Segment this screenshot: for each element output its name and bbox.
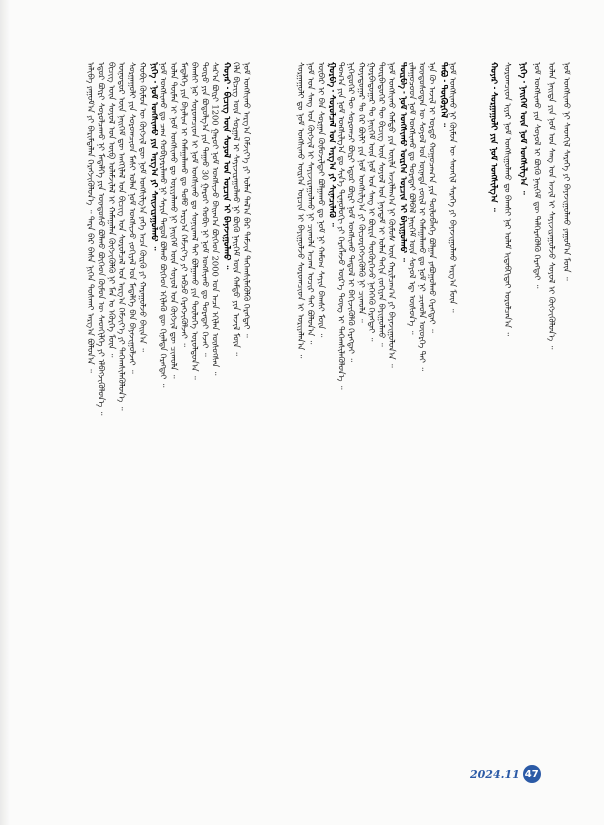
text-line: ᠨᠣᠮ ᠤᠩᠰᠢᠬᠤ ᠠᠷᠭ᠎ᠠ ᠬᠡᠮᠵᠢᠶ᠎ᠡ ᠶᠢ ᠣᠯᠠᠨ ᠲᠠᠯ᠎ᠠ ᠪᠠᠷ ᠳᠡᠮᠵᠢᠨ ᠳᠡᠭᠡᠭ᠍ᠰᠢᠯᠡᠭᠦᠯᠬᠦ ᠬᠡᠷᠡᠭᠲᠡᠢ ᠃ [241, 62, 252, 338]
text-column-left [86, 62, 252, 750]
text-line: ᠨᠣᠮ ᠤᠩᠰᠢᠬᠤ ᠳᠤ ᠴᠠᠭ ᠬᠤᠪᠢᠶᠠᠷᠢᠯᠠᠬᠤ ᠨᠢ ᠰᠠᠶᠢᠨ ᠳᠠᠳᠤᠯ ᠪᠣᠯᠬᠤ ᠪᠥᠭᠡᠳ ᠡᠬᠢᠯᠡᠬᠦ ᠳᠦ ᠬᠢᠨᠠᠯᠲᠠ ᠬᠡᠷᠡᠭᠲᠡᠢ ᠃ [158, 62, 169, 388]
text-line: ᠨᠢᠭᠡᠳᠦᠭᠡᠷ ᠲᠦ ᠰᠤᠷᠤᠭᠴᠢ ᠪᠦᠷᠢ ᠡᠳᠦᠷ ᠪᠦᠷᠢ ᠨᠣᠮ ᠤᠩᠰᠢᠬᠤ ᠳᠠᠳᠤᠯ ᠢ ᠪᠡᠬᠢᠵᠢᠭᠦᠯᠬᠦ ᠬᠡᠷᠡᠭᠲᠡᠢ ᠃ [346, 62, 357, 362]
page-number-badge: 47 [523, 765, 541, 783]
section-heading: ᠳᠥᠷᠪᠡ ᠊ ᠨᠣᠮ ᠤᠩᠰᠢᠬᠤ ᠥᠷᠭᠡᠨ ᠣᠷᠴᠢᠨ ᠢ ᠪᠠᠶᠢᠭᠤᠯᠬᠤ ᠃ [397, 62, 408, 262]
text-line: ᠨᠣᠮ ᠤᠨ ᠰᠠᠩ ᠤᠨ ᠬᠥᠭᠵᠢᠯ ᠢ ᠰᠠᠶᠢᠵᠢᠷᠠᠭᠤᠯᠬᠤ ᠨᠢ ᠴᠢᠬᠤᠯᠠ ᠠᠴᠬᠠ ᠤᠴᠢᠷ ᠲᠠᠢ ᠪᠣᠯᠤᠨ᠎ᠠ ᠃ [306, 62, 317, 345]
issue-label: 2024.11 [470, 767, 520, 781]
text-line: ᠬᠤᠪᠢ ᠬᠥᠮᠥᠨ ᠦ ᠬᠥᠭᠵᠢᠯ ᠳᠦ ᠨᠣᠮ ᠤᠩᠰᠢᠯᠭ᠎ᠠ ᠶᠡᠬᠡ ᠠᠴᠠ ᠬᠦᠷᠬᠦ ᠶᠢ ᠬᠠᠷᠠᠭᠤᠯᠵᠤ ᠪᠠᠢᠨ᠎ᠠ ᠃ [137, 62, 148, 352]
text-line: ᠨᠣᠮ ᠤᠩᠰᠢᠬᠤ ᠬᠠᠮᠲᠤ ᠶᠢᠨ ᠦᠢᠯᠡ ᠠᠵᠢᠯᠯᠠᠭ᠎ᠠ ᠨᠢ ᠬᠦᠮᠦᠰ ᠦᠨ ᠬᠠᠷᠢᠯᠴᠠᠭ᠎ᠠ ᠶᠢ ᠪᠠᠶᠠᠵᠢᠭᠤᠯᠤᠨ᠎ᠠ ᠃ [387, 62, 398, 368]
section-heading: ᠨᠢᠭᠡ ᠊ ᠨᠡᠢᠭᠡᠮ ᠦᠨ ᠨᠣᠮ ᠤᠩᠰᠢᠯᠭ᠎ᠠ ᠃ [517, 62, 528, 195]
text-line: ᠪᠢᠴᠢᠭ ᠦᠨ ᠰᠤᠶᠤᠯ ᠤᠨ ᠦᠪ ᠤᠯᠠᠮᠵᠢᠯᠠᠯ ᠢ ᠬᠠᠮᠠᠭᠠᠯᠠᠨ ᠬᠥᠭᠵᠢᠭᠦᠯᠬᠦ ᠨᠢ ᠮᠠᠨ ᠤ ᠡᠭᠦᠷᠭᠡ ᠮᠥᠨ ᠃ [106, 62, 117, 358]
section-heading: ᠭᠤᠷᠪᠠ ᠊ ᠰᠤᠷᠤᠯᠴᠠᠯ ᠤᠨ ᠠᠷᠭ᠎ᠠ ᠶᠢ ᠰᠢᠨᠡᠴᠢᠯᠡᠬᠦ ᠃ [326, 62, 337, 227]
section-heading: ᠨᠢᠭᠡ ᠊ ᠨᠣᠮ ᠤᠩᠰᠢᠬᠤ ᠶᠢᠨ ᠠᠷᠭ᠎ᠠ ᠶᠢ ᠰᠠᠢᠵᠢᠷᠠᠭᠤᠯᠬᠤ ᠃ [148, 62, 159, 251]
text-line: ᠬᠡᠯᠡ ᠪᠢᠴᠢᠭ ᠦᠨ ᠰᠤᠷᠭᠠᠯ ᠢ ᠰᠠᠶᠢᠵᠢᠷᠠᠭᠤᠯᠬᠤ ᠨᠢ ᠪᠦᠬᠦ ᠨᠡᠢᠭᠡᠮ ᠦᠨ ᠬᠠᠮᠲᠤ ᠶᠢᠨ ᠠᠵᠢᠯ ᠮᠥᠨ ᠃ [231, 62, 242, 356]
text-line: ᠬᠣᠶᠠᠳᠤᠭᠠᠷ ᠲᠤ ᠭᠡᠷ ᠪᠦᠯᠢ ᠶᠢᠨ ᠨᠣᠮ ᠤᠩᠰᠢᠯᠭ᠎ᠠ ᠶᠢ ᠬᠦᠴᠦᠷᠬᠡᠭᠵᠢᠭᠦᠯᠬᠦ ᠨᠢ ᠴᠢᠬᠤᠯᠠ ᠃ [356, 62, 367, 323]
text-line: ᠨᠣᠮ ᠤᠩᠰᠢᠬᠤ ᠨᠢ ᠰᠡᠳᠬᠢᠯ ᠰᠡᠷᠡᠭᠡ ᠶᠢ ᠪᠠᠶᠠᠵᠢᠭᠤᠯᠬᠤ ᠶᠠᠭᠤᠮ᠎ᠠ ᠮᠥᠨ ᠃ [561, 62, 572, 281]
text-line: ᠥᠨᠥᠳᠥᠷ ᠦᠨ ᠨᠡᠢᠭᠡᠮ ᠳᠦ ᠠᠩᠭᠢᠯᠠᠯ ᠤᠨ ᠪᠢᠴᠢᠭ ᠤᠨ ᠰᠤᠷᠤᠯᠴᠠᠯ ᠤᠨ ᠠᠷᠭ᠎ᠠ ᠬᠡᠮᠵᠢᠶ᠎ᠡ ᠶᠢ ᠳᠡᠭᠡᠭ᠍ᠰᠢᠯᠡᠭᠦᠯᠦᠨ᠎ᠡ ᠃ [117, 62, 128, 411]
text-line: ᠳᠥᠷᠪᠡᠳᠦᠭᠡᠷ ᠲᠦ ᠪᠢᠴᠢᠭ ᠦᠨ ᠰᠤᠶᠤᠯ ᠤᠨ ᠨᠠᠶᠠᠳᠠᠮ ᠢ ᠣᠯᠠᠨ ᠳᠠᠬᠢᠨ ᠵᠣᠬᠢᠶᠠᠨ ᠪᠠᠶᠢᠭᠤᠯᠬᠤ ᠃ [377, 62, 387, 347]
text-line: ᠭᠤᠷᠪᠠᠳᠤᠭᠠᠷ ᠲᠤ ᠨᠡᠢᠭᠡᠮ ᠦᠨ ᠨᠣᠮ ᠤᠨ ᠰᠠᠩ ᠢ ᠪᠦᠷᠢᠨ ᠳᠦᠭᠦᠷᠭᠡᠵᠦ ᠨᠡᠭᠡᠭᠡᠬᠦ ᠬᠡᠷᠡᠭᠲᠡᠢ ᠃ [366, 62, 377, 342]
text-line: ᠨᠣᠮ ᠤᠩᠰᠢᠬᠤ ᠶᠢᠨ ᠰᠣᠶᠣᠯ ᠢ ᠪᠦᠬᠦ ᠨᠡᠢᠭᠡᠮ ᠳᠦ ᠳᠡᠯᠭᠡᠷᠡᠭᠦᠯᠬᠦ ᠬᠡᠷᠡᠭᠲᠡᠢ ᠃ [532, 62, 543, 289]
text-line: ᠣᠯᠠᠨ ᠨᠡᠢᠲᠡ ᠶᠢᠨ ᠨᠣᠮ ᠤᠨ ᠰᠠᠩ ᠤᠨ ᠠᠵᠢᠯ ᠢ ᠰᠠᠶᠢᠵᠢᠷᠠᠭᠤᠯᠵᠤ ᠰᠣᠶᠣᠯ ᠢ ᠬᠥᠭᠵᠢᠭᠦᠯᠦᠨ᠎ᠡ ᠃ [547, 62, 558, 350]
text-line: ᠠᠯᠢᠪᠠ ᠶᠠᠭᠤᠮ᠎ᠠ ᠶᠢ ᠪᠠᠷᠢᠮᠲᠠᠯᠠᠨ ᠬᠡᠷᠡᠭᠵᠢᠭᠦᠯᠦᠨ᠎ᠡ ᠃ ᠲᠡᠷᠡ ᠪᠡᠷ ᠪᠠᠰᠠ ᠨᠢᠭᠡᠨ ᠲᠤᠰᠬᠠᠢ ᠠᠷᠭ᠎ᠠ ᠪᠣᠯᠤᠨ᠎ᠠ ᠃ [86, 62, 96, 373]
text-line: ᠰᠤᠷᠭᠠᠭᠤᠯᠢ ᠳᠤ ᠨᠣᠮ ᠤᠩᠰᠢᠬᠤ ᠥᠷᠭᠡᠨ ᠣᠷᠴᠢᠨ ᠢ ᠪᠠᠶᠢᠭᠤᠯᠵᠤ ᠰᠤᠷᠤᠭᠴᠢᠳ ᠢ ᠤᠷᠢᠶᠠᠯᠠᠨ᠎ᠠ ᠃ [296, 62, 306, 359]
text-line: ᠡᠨᠡ ᠬᠦ ᠠᠵᠢᠯ ᠢ ᠤᠷᠲᠤ ᠬᠤᠭᠤᠴᠠᠭ᠎ᠠ ᠶᠢᠨ ᠲᠥᠯᠥᠪᠯᠡᠭᠡ ᠪᠣᠯᠭᠠᠨ ᠶᠠᠪᠤᠭᠤᠯᠬᠤ ᠬᠡᠷᠡᠭᠲᠡᠢ ᠃ [427, 62, 438, 333]
text-line: ᠪᠠᠭᠰᠢ ᠨᠠᠷ ᠰᠤᠷᠤᠭᠴᠢᠳ ᠢ ᠨᠣᠮ ᠤᠩᠰᠢᠬᠤ ᠳᠤ ᠰᠣᠨᠢᠷᠬᠠᠯ ᠲᠠᠢ ᠪᠣᠯᠭᠠᠬᠤ ᠶᠢᠨ ᠲᠥᠯᠦᠭᠡ ᠣᠷᠣᠯᠳᠤᠨ᠎ᠠ ᠃ [189, 62, 200, 380]
text-line: ᠨᠣᠮ ᠤᠩᠰᠢᠬᠤ ᠨᠢ ᠬᠦᠮᠦᠨ ᠦ ᠰᠡᠳᠬᠢᠯ ᠰᠡᠷᠡᠭᠡ ᠶᠢ ᠪᠠᠶᠠᠵᠢᠭᠤᠯᠬᠤ ᠠᠷᠭ᠎ᠠ ᠮᠥᠨ ᠃ [447, 62, 458, 313]
page-footer [470, 765, 541, 783]
text-line: ᠮᠡᠳᠡᠯᠭᠡ ᠶᠢᠨ ᠪᠠᠶᠠᠯᠢᠭ ᠢ ᠬᠠᠮᠠᠭᠠᠯᠠᠬᠤ ᠳᠤ ᠲᠣᠮᠣ ᠠᠷᠭ᠎ᠠ ᠬᠡᠮᠵᠢᠶ᠎ᠡ ᠶᠢ ᠠᠪᠴᠤ ᠬᠡᠷᠡᠭᠵᠢᠭᠦᠯᠵᠡᠢ ᠃ [179, 62, 190, 347]
text-line: ᠵᠠᠯᠠᠭᠤᠴᠤᠳ ᠨᠣᠮ ᠤᠩᠰᠢᠬᠤ ᠳᠤ ᠳᠤᠷᠠᠲᠠᠢ ᠪᠣᠯᠪᠠᠯ ᠨᠡᠢᠭᠡᠮ ᠦᠨ ᠰᠣᠶᠣᠯ ᠡᠳ᠋ ᠥᠰᠦᠨ᠎ᠡ ᠃ [407, 62, 418, 335]
text-line: ᠲᠥᠷᠥ ᠶᠢᠨ ᠪᠣᠳᠣᠯᠭ᠎ᠠ ᠶᠢᠨ ᠳᠠᠭᠠᠤ 30 ᠭᠠᠷᠤᠢ ᠬᠤᠪᠢ ᠨᠢ ᠨᠣᠮ ᠤᠩᠰᠢᠬᠤ ᠳᠤ ᠳᠤᠷᠠᠲᠠᠢ ᠭᠡᠵᠡᠢ ᠃ [200, 62, 211, 357]
section-heading: ᠬᠣᠶᠠᠷ ᠊ ᠪᠢᠴᠢᠭ ᠦᠨ ᠰᠤᠶᠤᠯ ᠤᠨ ᠣᠷᠴᠢᠨ ᠢ ᠪᠠᠶᠠᠵᠢᠭᠤᠯᠬᠤ ᠃ [221, 62, 232, 270]
text-line: ᠥᠪᠡᠷ ᠢ ᠪᠡᠨ ᠰᠤᠷᠭᠠᠨ ᠬᠦᠮᠦᠵᠢᠯᠲᠡᠢ ᠪᠣᠯᠭᠠᠬᠤ ᠳᠤ ᠨᠣᠮ ᠨᠢ ᠬᠠᠮᠤᠭ ᠰᠠᠶᠢᠨ ᠪᠠᠭᠰᠢ ᠮᠥᠨ ᠃ [316, 62, 327, 338]
section-heading: ᠲᠠᠪᠤ ᠊ ᠳᠦᠭᠦᠷᠭᠡᠯ ᠃ [437, 62, 448, 127]
text-line: ᠦᠨᠳᠦᠰᠦᠲᠡᠨ ᠦ ᠰᠣᠶᠣᠯ ᠤᠨ ᠦᠨᠡᠲᠡ ᠵᠦᠢᠯ ᠢ ᠬᠠᠮᠠᠭᠠᠯᠠᠬᠤ ᠳᠤ ᠨᠣᠮ ᠨᠢ ᠴᠢᠬᠤᠯᠠ ᠦᠦᠷᠭᠡ ᠲᠡᠢ ᠃ [417, 62, 428, 371]
text-line: ᠣᠯᠠᠨ ᠲᠦᠮᠡᠨ ᠢ ᠨᠣᠮ ᠤᠩᠰᠢᠬᠤ ᠳᠤ ᠤᠷᠢᠶᠠᠯᠠᠬᠤ ᠨᠢ ᠨᠡᠢᠭᠡᠮ ᠦᠨ ᠰᠣᠶᠣᠯ ᠤᠨ ᠬᠥᠭᠵᠢᠯ ᠳᠦ ᠴᠢᠬᠤᠯᠠ ᠃ [169, 62, 180, 379]
text-line: ᠲᠣᠭ᠎ᠠ ᠶᠢᠨ ᠨᠣᠮ ᠤᠩᠰᠢᠯᠭ᠎ᠠ ᠳᠤ ᠰᠢᠨ᠎ᠡ ᠲᠧᠠᠨᠣᠯᠣᠭᠢ ᠶᠢ ᠬᠡᠷᠡᠭᠯᠡᠵᠦ ᠦᠷ᠎ᠡ ᠳᠦᠩ ᠢ ᠳᠡᠭᠡᠭ᠍ᠰᠢᠯᠡᠭᠦᠯᠦᠨ᠎ᠡ ᠃ [336, 62, 347, 390]
text-line: ᠰᠠᠷ᠎ᠠ ᠪᠦᠷᠢ 1200 ᠭᠠᠷᠤᠢ ᠨᠣᠮ ᠤᠩᠰᠢᠵᠤ ᠪᠠᠢᠭ᠎ᠠ ᠪᠥᠭᠡᠳ 2000 ᠣᠨ ᠠᠴᠠ ᠡᠬᠢᠯᠡᠨ ᠥᠰᠦᠭᠰᠡᠨ ᠃ [210, 62, 221, 376]
section-heading: ᠬᠣᠶᠠᠷ ᠊ ᠰᠤᠷᠭᠠᠭᠤᠯᠢ ᠶᠢᠨ ᠨᠣᠮ ᠤᠩᠰᠢᠯᠭ᠎ᠠ ᠃ [488, 62, 498, 212]
text-line: ᠡᠳᠦᠷ ᠪᠦᠷᠢ ᠰᠤᠷᠤᠯᠴᠠᠬᠤ ᠨᠢ ᠮᠡᠳᠡᠯᠭᠡ ᠶᠢᠨ ᠦᠨᠳᠦᠰᠦ ᠪᠣᠯᠬᠤ ᠪᠥᠭᠡᠳ ᠬᠦᠮᠦᠨ ᠦ ᠰᠡᠳᠬᠢᠯᠭᠡ ᠶᠢ ᠡᠯᠪᠡᠭᠵᠢᠭᠦᠯᠦᠨ᠎ᠡ ᠃ [96, 62, 107, 416]
text-column-middle [296, 62, 458, 750]
text-line: ᠰᠤᠷᠭᠠᠭᠤᠯᠢ ᠶᠢᠨ ᠰᠤᠷᠤᠭᠴᠢᠳ ᠮᠠᠰᠢ ᠣᠯᠠᠨ ᠨᠣᠮ ᠤᠩᠰᠢᠵᠤ ᠵᠣᠬᠢᠶᠠᠯ ᠤᠨ ᠮᠡᠳᠡᠯᠭᠡ ᠪᠡᠨ ᠪᠠᠶᠠᠵᠢᠭᠤᠯᠵᠠᠢ ᠃ [127, 62, 138, 374]
text-column-right [488, 62, 572, 750]
text-line: ᠰᠤᠷᠤᠭᠴᠢᠳ ᠢᠶᠠᠷ ᠨᠣᠮ ᠤᠩᠰᠢᠭᠤᠯᠬᠤ ᠳᠤ ᠪᠠᠭᠰᠢ ᠨᠠᠷ ᠤᠯᠠᠮ ᠢᠳᠡᠪᠬᠢᠲᠡᠢ ᠣᠷᠣᠯᠴᠠᠨ᠎ᠠ ᠃ [502, 62, 513, 336]
binding-shadow [0, 0, 10, 825]
